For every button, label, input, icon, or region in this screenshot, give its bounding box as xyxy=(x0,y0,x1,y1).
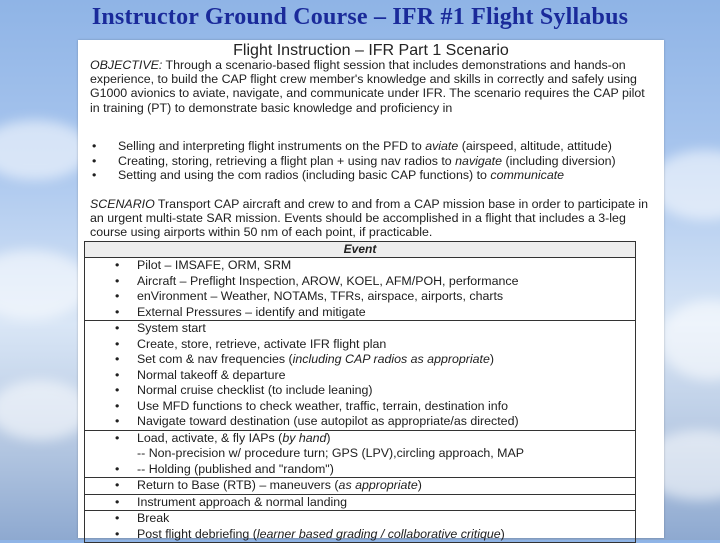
emphasis-text: aviate xyxy=(425,139,459,153)
text-part: Normal takeoff & departure xyxy=(137,367,286,382)
event-item xyxy=(85,414,635,430)
bullet-glyph: • xyxy=(115,414,120,428)
text-part: Create, store, retrieve, activate IFR flight plan xyxy=(137,336,387,351)
text-part: ) xyxy=(500,526,505,541)
bullet-glyph: • xyxy=(115,289,120,303)
event-item xyxy=(85,431,635,447)
bullet-text xyxy=(118,154,616,168)
event-item xyxy=(85,368,635,384)
event-group-cell xyxy=(85,258,636,321)
emphasis-text: by hand xyxy=(282,430,327,445)
bullet-glyph: • xyxy=(115,321,120,335)
scenario-label: SCENARIO xyxy=(90,197,155,211)
document-page xyxy=(78,40,664,541)
event-item-text xyxy=(137,383,373,399)
event-item-text xyxy=(137,462,334,478)
event-item-text xyxy=(137,337,386,353)
event-item xyxy=(85,305,635,321)
doc-title: Flight Instruction – IFR Part 1 Scenario xyxy=(233,42,509,59)
event-table-header: Event xyxy=(85,242,636,258)
text-part: Aircraft – Preflight Inspection, AROW, KOEL, AFM/POH, performance xyxy=(137,273,519,288)
bullet-glyph: • xyxy=(115,304,120,319)
text-part: -- Holding (published and "random") xyxy=(137,461,334,476)
text-part: ) xyxy=(326,430,331,445)
text-part: Setting and using the com radios (including basic CAP functions) to xyxy=(118,168,491,182)
text-part: Instrument approach & normal landing xyxy=(137,494,348,509)
event-item xyxy=(85,274,635,290)
emphasis-text: navigate xyxy=(455,154,503,168)
event-item xyxy=(85,337,635,353)
text-part: ) xyxy=(417,478,422,492)
event-item xyxy=(85,399,635,415)
scenario-text: Transport CAP aircraft and crew to and from a CAP mission base in order to participate in an urgent multi-state SAR mission. Events should be accomplished in a flight that includes a 3-leg course using airports within 50 nm of each point, if practicable. xyxy=(90,197,649,240)
bullet-glyph: • xyxy=(115,511,120,525)
event-group-cell xyxy=(85,321,636,431)
event-table xyxy=(84,241,636,543)
text-part: Creating, storing, retrieving a flight plan + using nav radios to xyxy=(118,154,456,168)
event-item-text xyxy=(137,399,508,415)
bullet-glyph: • xyxy=(115,273,120,288)
event-item-text xyxy=(137,352,494,368)
text-part: Post flight debriefing ( xyxy=(137,526,257,541)
emphasis-text: including CAP radios as appropriate xyxy=(292,352,490,366)
text-part: Selling and interpreting flight instruments on the PFD to xyxy=(118,139,426,153)
event-group-row xyxy=(85,494,636,511)
event-item xyxy=(85,446,635,462)
objective-label: OBJECTIVE: xyxy=(90,58,163,72)
bullet-text xyxy=(118,168,564,182)
event-group-row xyxy=(85,321,636,431)
text-part: (including diversion) xyxy=(502,154,616,168)
event-item xyxy=(85,321,635,337)
event-item-text xyxy=(137,321,206,337)
emphasis-text: communicate xyxy=(490,168,565,182)
event-group-cell xyxy=(85,511,636,543)
event-item-text xyxy=(137,495,347,511)
text-part: -- Non-precision w/ procedure turn; GPS (LPV),circling approach, MAP xyxy=(137,446,525,460)
event-item xyxy=(85,462,635,478)
bullet-glyph: • xyxy=(115,430,120,445)
text-part: Pilot – IMSAFE, ORM, SRM xyxy=(137,258,292,272)
event-group-row xyxy=(85,258,636,321)
text-part: enVironment – Weather, NOTAMs, TFRs, airspace, airports, charts xyxy=(137,289,504,303)
event-group-cell xyxy=(85,478,636,495)
text-part: Normal cruise checklist (to include leaning) xyxy=(137,383,373,397)
bullet-glyph: • xyxy=(115,258,120,272)
event-item-text xyxy=(137,446,524,462)
text-part: Load, activate, & fly IAPs ( xyxy=(137,430,283,445)
event-item-text xyxy=(137,258,291,274)
event-item xyxy=(85,511,635,527)
text-part: ) xyxy=(489,352,495,366)
event-group-row xyxy=(85,430,636,478)
event-item-text xyxy=(137,289,503,305)
event-item-text xyxy=(137,274,519,290)
event-group-row xyxy=(85,478,636,495)
event-item-text xyxy=(137,414,519,430)
event-group-cell xyxy=(85,430,636,478)
event-item-text xyxy=(137,478,422,494)
event-item-text xyxy=(137,305,366,321)
scenario-paragraph xyxy=(90,197,656,240)
slide-title: Instructor Ground Course – IFR #1 Flight Syllabus xyxy=(91,4,629,30)
event-item-text xyxy=(137,368,286,384)
event-item xyxy=(85,478,635,494)
text-part: Use MFD functions to check weather, traffic, terrain, destination info xyxy=(137,398,508,413)
bullet-glyph: • xyxy=(115,494,120,509)
bullet-glyph: • xyxy=(115,478,120,492)
text-part: External Pressures – identify and mitigate xyxy=(137,304,366,319)
bullet-glyph: • xyxy=(92,139,97,153)
objective-paragraph xyxy=(90,58,656,115)
emphasis-text: as appropriate xyxy=(338,478,418,492)
event-item xyxy=(85,383,635,399)
bullet-glyph: • xyxy=(115,398,120,413)
bullet-text xyxy=(118,139,612,153)
text-part: Return to Base (RTB) – maneuvers ( xyxy=(137,478,339,492)
event-item xyxy=(85,289,635,305)
event-item-text xyxy=(137,431,331,447)
text-part: Navigate toward destination (use autopilot as appropriate/as directed) xyxy=(137,414,519,428)
event-group-row xyxy=(85,511,636,543)
text-part: (airspeed, altitude, attitude) xyxy=(458,139,612,153)
objective-text: Through a scenario-based flight session that includes demonstrations and hands-on experience, to build the CAP flight crew member's knowledge and skills in correctly and safely using G1000 avionics to aviate, navigate, and communicate under IFR. The scenario requires the CAP pilot in training (PT) to demonstrate basic knowledge and proficiency in xyxy=(90,58,645,115)
bullet-glyph: • xyxy=(115,461,120,476)
event-item xyxy=(85,495,635,511)
bullet-glyph: • xyxy=(92,168,97,182)
text-part: Set com & nav frequencies ( xyxy=(137,352,293,366)
text-part: Break xyxy=(137,511,170,525)
bullet-glyph: • xyxy=(115,352,120,366)
event-item xyxy=(85,258,635,274)
bullet-glyph: • xyxy=(115,336,120,351)
emphasis-text: learner based grading / collaborative critique xyxy=(256,526,501,541)
event-group-cell xyxy=(85,494,636,511)
event-item-text xyxy=(137,511,169,527)
event-item xyxy=(85,352,635,368)
bullet-glyph: • xyxy=(115,526,120,541)
text-part: System start xyxy=(137,321,206,335)
bullet-glyph: • xyxy=(115,367,120,382)
bullet-glyph: • xyxy=(92,154,97,168)
bullet-glyph: • xyxy=(115,383,120,397)
